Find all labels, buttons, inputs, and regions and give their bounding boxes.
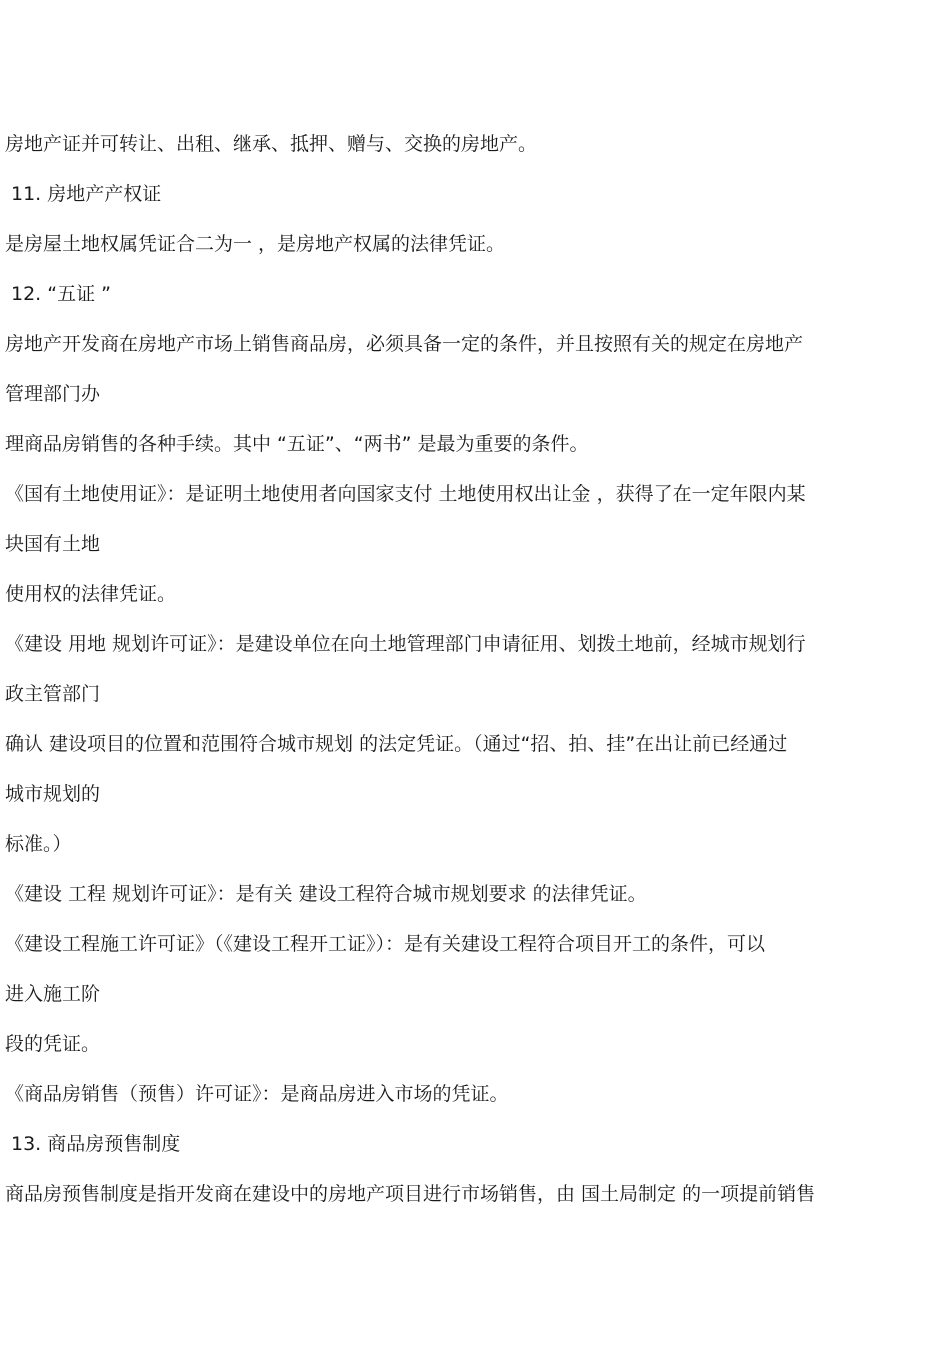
text-line-7: 理商品房销售的各种手续。其中 “五证”、“两书” 是最为重要的条件。 xyxy=(5,433,589,455)
section-heading-11: 11. 房地产产权证 xyxy=(11,183,162,205)
text-line-18: 进入施工阶 xyxy=(5,983,101,1005)
text-line-15: 标准。） xyxy=(5,833,72,855)
section-heading-13: 13. 商品房预售制度 xyxy=(11,1133,181,1155)
text-line-3: 是房屋土地权属凭证合二为一 ，是房地产权属的法律凭证。 xyxy=(5,233,506,255)
text-line-22: 商品房预售制度是指开发商在建设中的房地产项目进行市场销售，由 国土局制定 的一项提前销售 xyxy=(5,1183,816,1205)
text-line-13: 确认 建设项目的位置和范围符合城市规划 的法定凭证。（通过“招、拍、挂”在出让前已经通过 xyxy=(5,733,788,755)
section-heading-12: 12. “五证 ” xyxy=(11,283,111,305)
text-line-16: 《建设 工程 规划许可证》：是有关 建设工程符合城市规划要求 的法律凭证。 xyxy=(5,883,647,905)
text-line-20: 《商品房销售（预售）许可证》：是商品房进入市场的凭证。 xyxy=(5,1083,509,1105)
text-line-1: 房地产证并可转让、出租、继承、抵押、赠与、交换的房地产。 xyxy=(5,133,538,155)
text-line-11: 《建设 用地 规划许可证》：是建设单位在向土地管理部门申请征用、划拨土地前，经城市规划行 xyxy=(5,633,806,655)
text-line-9: 块国有土地 xyxy=(5,533,101,555)
text-line-10: 使用权的法律凭证。 xyxy=(5,583,177,605)
text-line-14: 城市规划的 xyxy=(5,783,101,805)
text-line-17: 《建设工程施工许可证》（《建设工程开工证》）：是有关建设工程符合项目开工的条件，可以 xyxy=(5,933,766,955)
text-line-8: 《国有土地使用证》：是证明土地使用者向国家支付 土地使用权出让金 ，获得了在一定年限内某 xyxy=(5,483,806,505)
text-line-6: 管理部门办 xyxy=(5,383,101,405)
text-line-12: 政主管部门 xyxy=(5,683,101,705)
text-line-5: 房地产开发商在房地产市场上销售商品房，必须具备一定的条件，并且按照有关的规定在房地产 xyxy=(5,333,804,355)
text-line-19: 段的凭证。 xyxy=(5,1033,101,1055)
